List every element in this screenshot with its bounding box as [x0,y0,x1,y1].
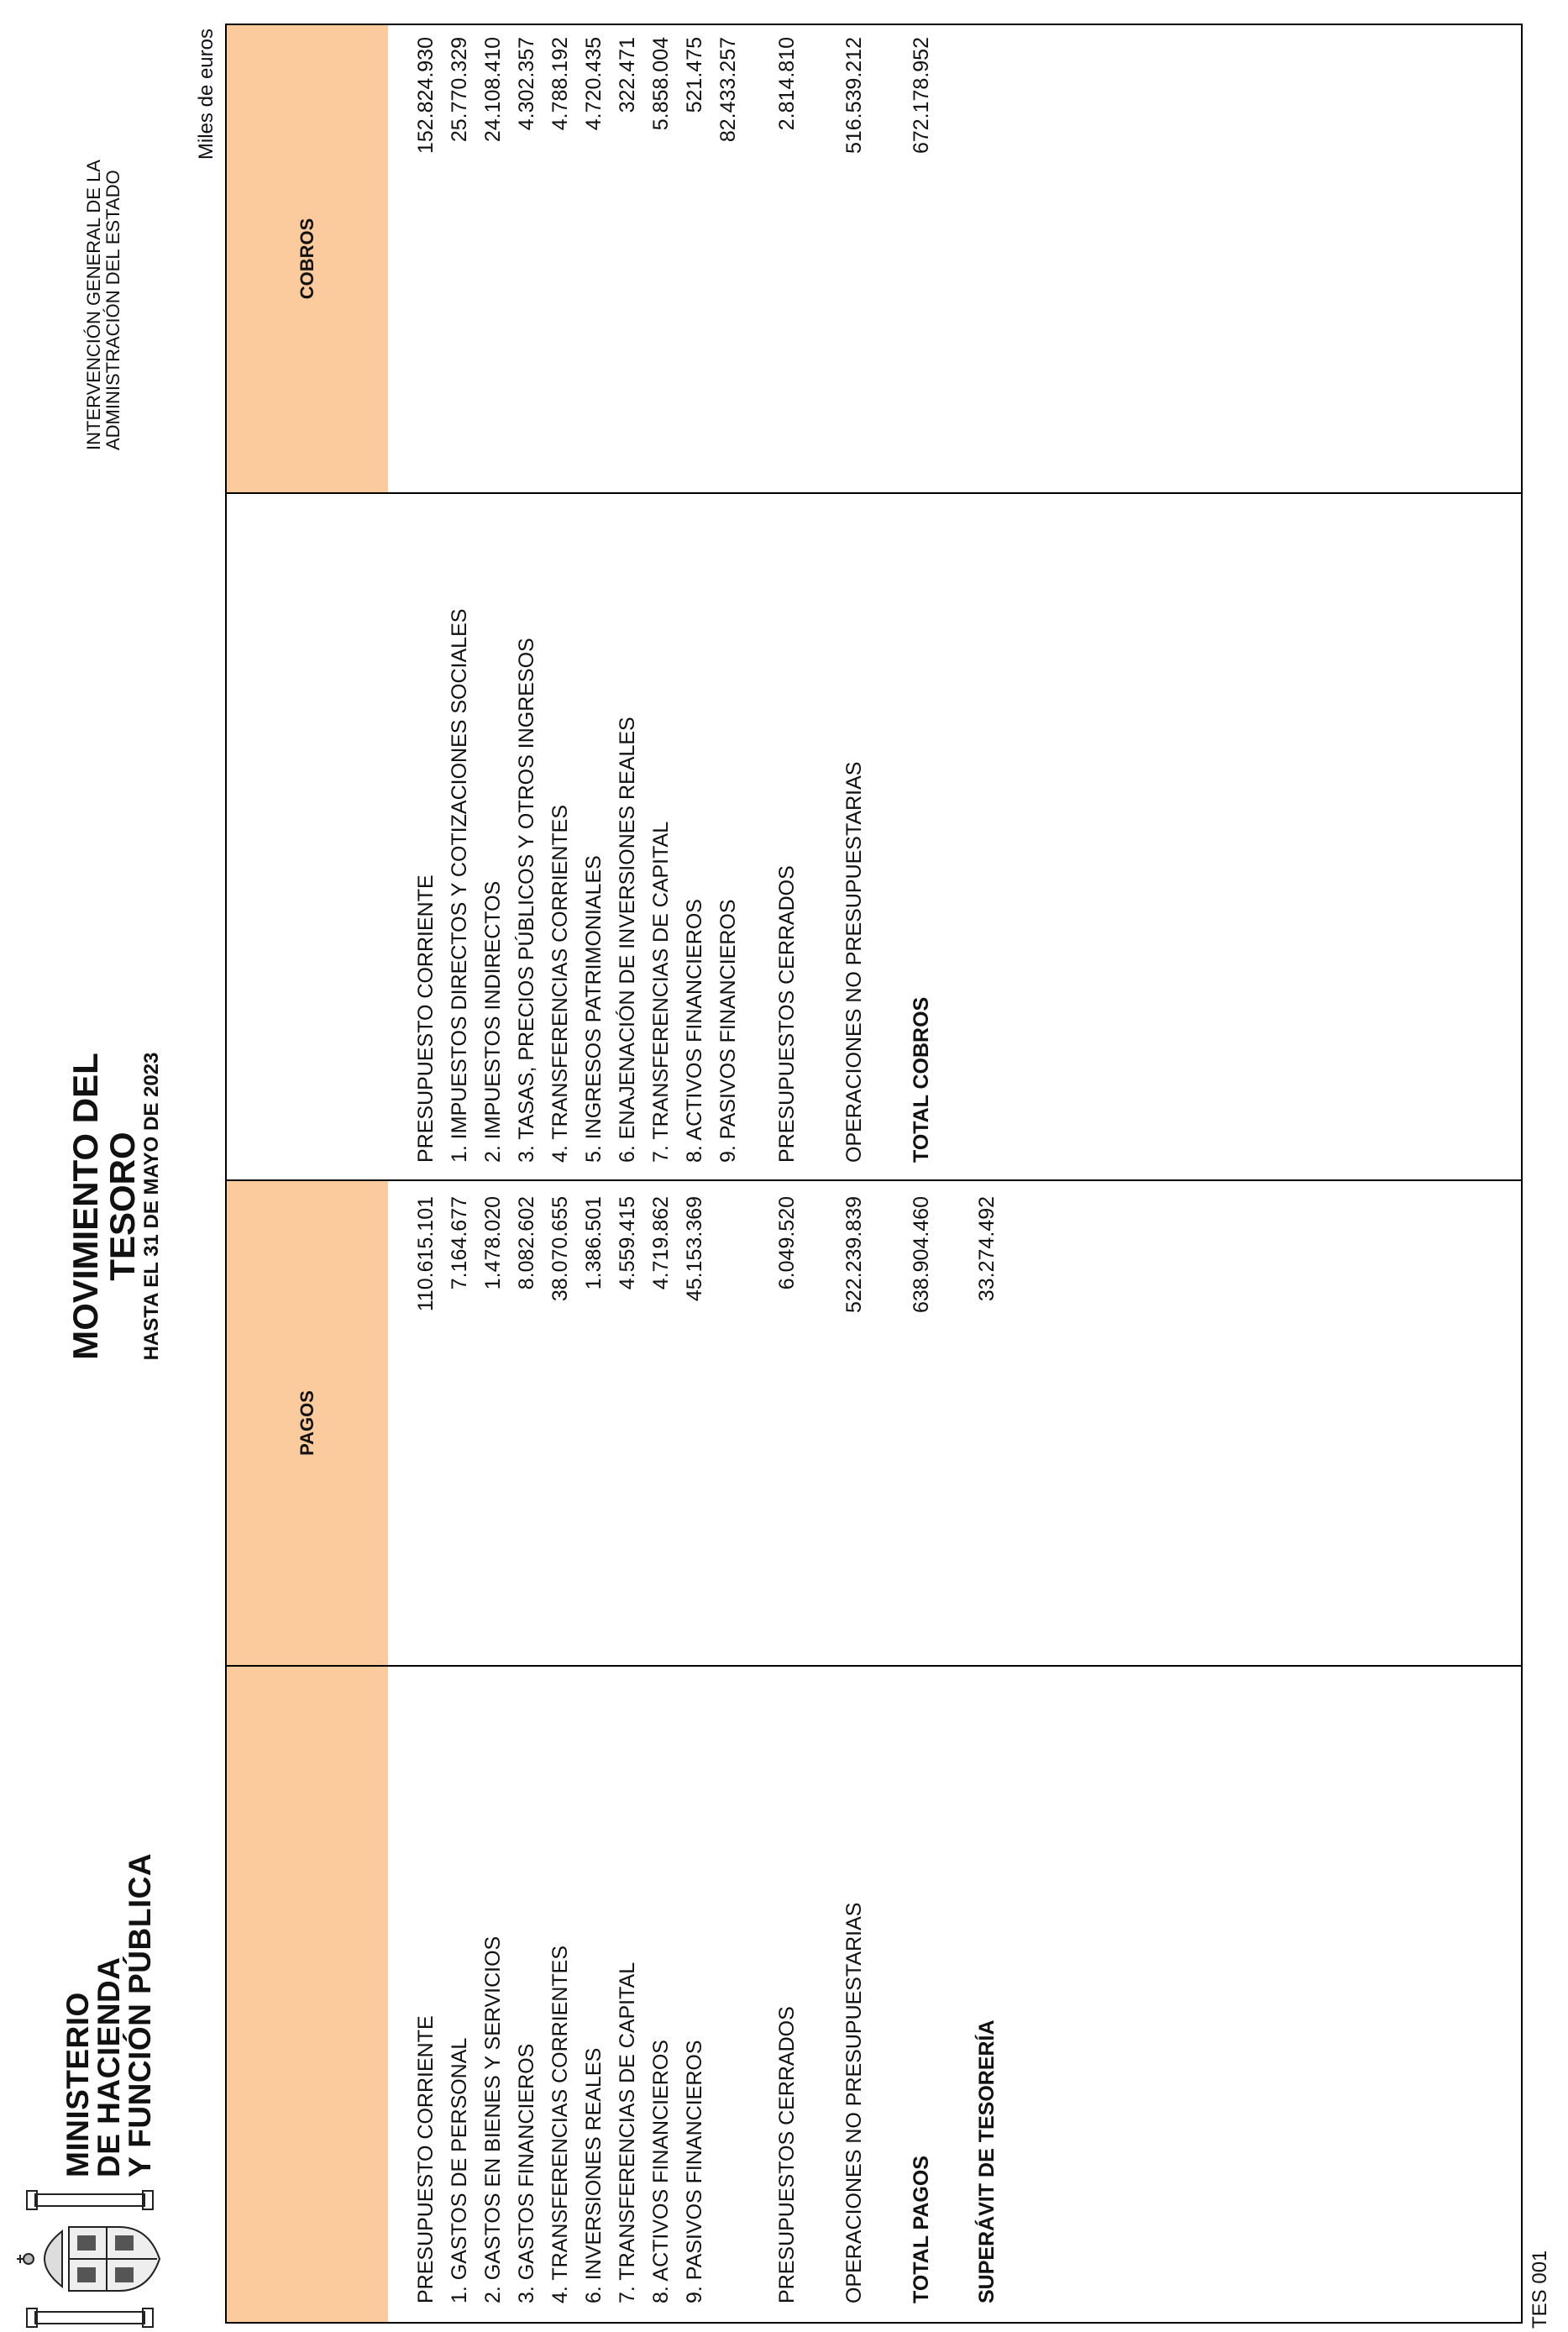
header-cobros: COBROS [296,218,317,300]
ministry-line-3: Y FUNCIÓN PÚBLICA [123,1852,157,2177]
pagos-label: TOTAL PAGOS [910,2156,933,2303]
cobros-value: 2.814.810 [775,37,799,131]
document-title: MOVIMIENTO DEL TESORO [66,1053,142,1360]
cobros-label: 4. TRANSFERENCIAS CORRIENTES [548,804,572,1163]
pagos-label: 4. TRANSFERENCIAS CORRIENTES [548,1945,572,2303]
pagos-label: 3. GASTOS FINANCIEROS [515,2043,538,2303]
cobros-value: 5.858.004 [649,37,673,131]
pagos-value: 8.082.602 [515,1196,538,1290]
column-divider [227,1665,1521,1667]
agency-line-2: ADMINISTRACIÓN DEL ESTADO [102,170,123,450]
cobros-label: 7. TRANSFERENCIAS DE CAPITAL [649,821,673,1163]
pagos-value: 45.153.369 [683,1196,706,1302]
cobros-label: 8. ACTIVOS FINANCIEROS [683,899,706,1163]
pagos-label: SUPERÁVIT DE TESORERÍA [975,2019,999,2303]
pagos-value: 4.719.862 [649,1196,673,1290]
cobros-value: 24.108.410 [481,37,505,143]
column-divider [227,492,1521,494]
pagos-value: 1.478.020 [481,1196,505,1290]
document-subtitle: HASTA EL 31 DE MAYO DE 2023 [140,1052,163,1361]
cobros-value: 4.302.357 [515,37,538,131]
cobros-value: 4.720.435 [582,37,606,131]
cobros-value: 152.824.930 [414,37,438,155]
cobros-label: 1. IMPUESTOS DIRECTOS Y COTIZACIONES SOCIALES [448,608,471,1163]
cobros-value: 516.539.212 [842,37,866,155]
units-note: Miles de euros [195,29,218,160]
pagos-value: 7.164.677 [448,1196,471,1290]
pagos-label: PRESUPUESTO CORRIENTE [414,2015,438,2303]
pagos-label: 7. TRANSFERENCIAS DE CAPITAL [616,1962,639,2303]
pagos-label: 6. INVERSIONES REALES [582,2047,606,2303]
treasury-table [225,24,1523,2324]
cobros-label: 2. IMPUESTOS INDIRECTOS [481,880,505,1163]
pagos-value: 1.386.501 [582,1196,606,1290]
pagos-label: 1. GASTOS DE PERSONAL [448,2037,471,2303]
cobros-label: 6. ENAJENACIÓN DE INVERSIONES REALES [616,717,639,1163]
pagos-value: 4.559.415 [616,1196,639,1290]
coat-of-arms-logo [10,2189,166,2329]
pagos-value: 6.049.520 [775,1196,799,1290]
cobros-value: 25.770.329 [448,37,471,143]
pagos-value: 33.274.492 [975,1196,999,1302]
cobros-label: 3. TASAS, PRECIOS PÚBLICOS Y OTROS INGRESOS [515,638,538,1163]
cobros-label: TOTAL COBROS [910,996,933,1163]
ministry-line-2: DE HACIENDA [92,1956,126,2177]
ministry-name [62,1853,155,2177]
cobros-label: OPERACIONES NO PRESUPUESTARIAS [842,761,866,1163]
pagos-value: 38.070.655 [548,1196,572,1302]
header-fill-pagos-concept [227,1667,388,2322]
pagos-label: 2. GASTOS EN BIENES Y SERVICIOS [481,1935,505,2303]
pagos-label: 8. ACTIVOS FINANCIEROS [649,2040,673,2303]
document-code: TES 001 [1529,2250,1551,2329]
column-divider [227,1179,1521,1181]
pagos-label: PRESUPUESTOS CERRADOS [775,2006,799,2303]
document-title-block [67,1005,163,1408]
pagos-value: 638.904.460 [910,1196,933,1314]
cobros-label: PRESUPUESTO CORRIENTE [414,874,438,1163]
agency-line-1: INTERVENCIÓN GENERAL DE LA [83,160,104,450]
cobros-value: 521.475 [683,37,706,113]
cobros-value: 82.433.257 [716,37,740,143]
cobros-label: PRESUPUESTOS CERRADOS [775,865,799,1163]
pagos-value: 110.615.101 [414,1196,438,1312]
pagos-label: 9. PASIVOS FINANCIEROS [683,2040,706,2303]
cobros-value: 4.788.192 [548,37,572,131]
cobros-value: 672.178.952 [910,37,933,155]
header-pagos: PAGOS [296,1390,317,1456]
pagos-value: 522.239.839 [842,1196,866,1314]
pagos-label: OPERACIONES NO PRESUPUESTARIAS [842,1902,866,2303]
cobros-label: 5. INGRESOS PATRIMONIALES [582,855,606,1163]
cobros-value: 322.471 [616,37,639,113]
ministry-line-1: MINISTERIO [60,1992,95,2177]
agency-name [84,160,123,450]
cobros-label: 9. PASIVOS FINANCIEROS [716,899,740,1163]
